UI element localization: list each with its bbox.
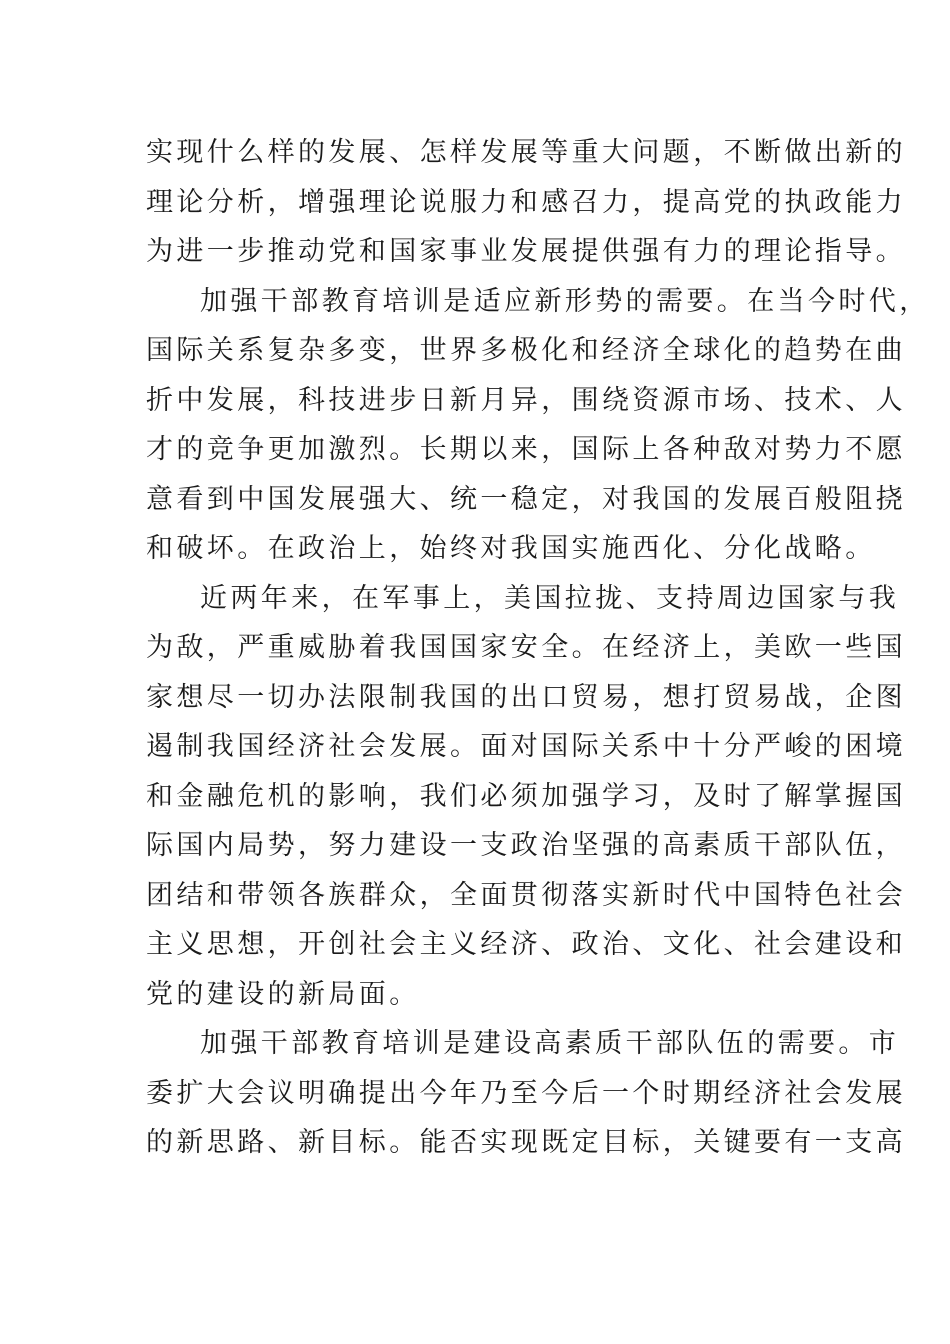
text-line: 理论分析，增强理论说服力和感召力，提高党的执政能力: [146, 186, 906, 218]
text-line: 意看到中国发展强大、统一稳定，对我国的发展百般阻挠: [146, 483, 906, 515]
body-text: [146, 128, 930, 1168]
text-line: 实现什么样的发展、怎样发展等重大问题，不断做出新的: [146, 137, 906, 168]
text-line: 主义思想，开创社会主义经济、政治、文化、社会建设和: [146, 929, 906, 960]
text-line: 国际关系复杂多变，世界多极化和经济全球化的趋势在曲: [146, 335, 906, 366]
text-line: 团结和带领各族群众，全面贯彻落实新时代中国特色社会: [146, 879, 906, 911]
text-line: 和金融危机的影响，我们必须加强学习，及时了解掌握国: [146, 780, 906, 812]
text-line: 际国内局势，努力建设一支政治坚强的高素质干部队伍，: [146, 830, 906, 861]
text-line: 为进一步推动党和国家事业发展提供强有力的理论指导。: [146, 236, 906, 267]
text-line: 委扩大会议明确提出今年乃至今后一个时期经济社会发展: [146, 1077, 906, 1109]
text-line: 为敌，严重威胁着我国国家安全。在经济上，美欧一些国: [146, 632, 906, 663]
text-line: 党的建设的新局面。: [146, 978, 420, 1010]
text-line: 折中发展，科技进步日新月异，围绕资源市场、技术、人: [146, 384, 906, 416]
paragraph-first-line: 加强干部教育培训是建设高素质干部队伍的需要。市: [200, 1028, 900, 1059]
text-line: 家想尽一切办法限制我国的出口贸易，想打贸易战，企图: [146, 681, 906, 713]
text-line: 才的竞争更加激烈。长期以来，国际上各种敌对势力不愿: [146, 434, 906, 465]
text-line: 遏制我国经济社会发展。面对国际关系中十分严峻的困境: [146, 731, 906, 762]
text-line: 和破坏。在政治上，始终对我国实施西化、分化战略。: [146, 533, 876, 564]
paragraph-first-line: 加强干部教育培训是适应新形势的需要。在当今时代，: [200, 285, 930, 317]
paragraph-first-line: 近两年来，在军事上，美国拉拢、支持周边国家与我: [200, 582, 900, 614]
text-line: 的新思路、新目标。能否实现既定目标，关键要有一支高: [146, 1127, 906, 1158]
